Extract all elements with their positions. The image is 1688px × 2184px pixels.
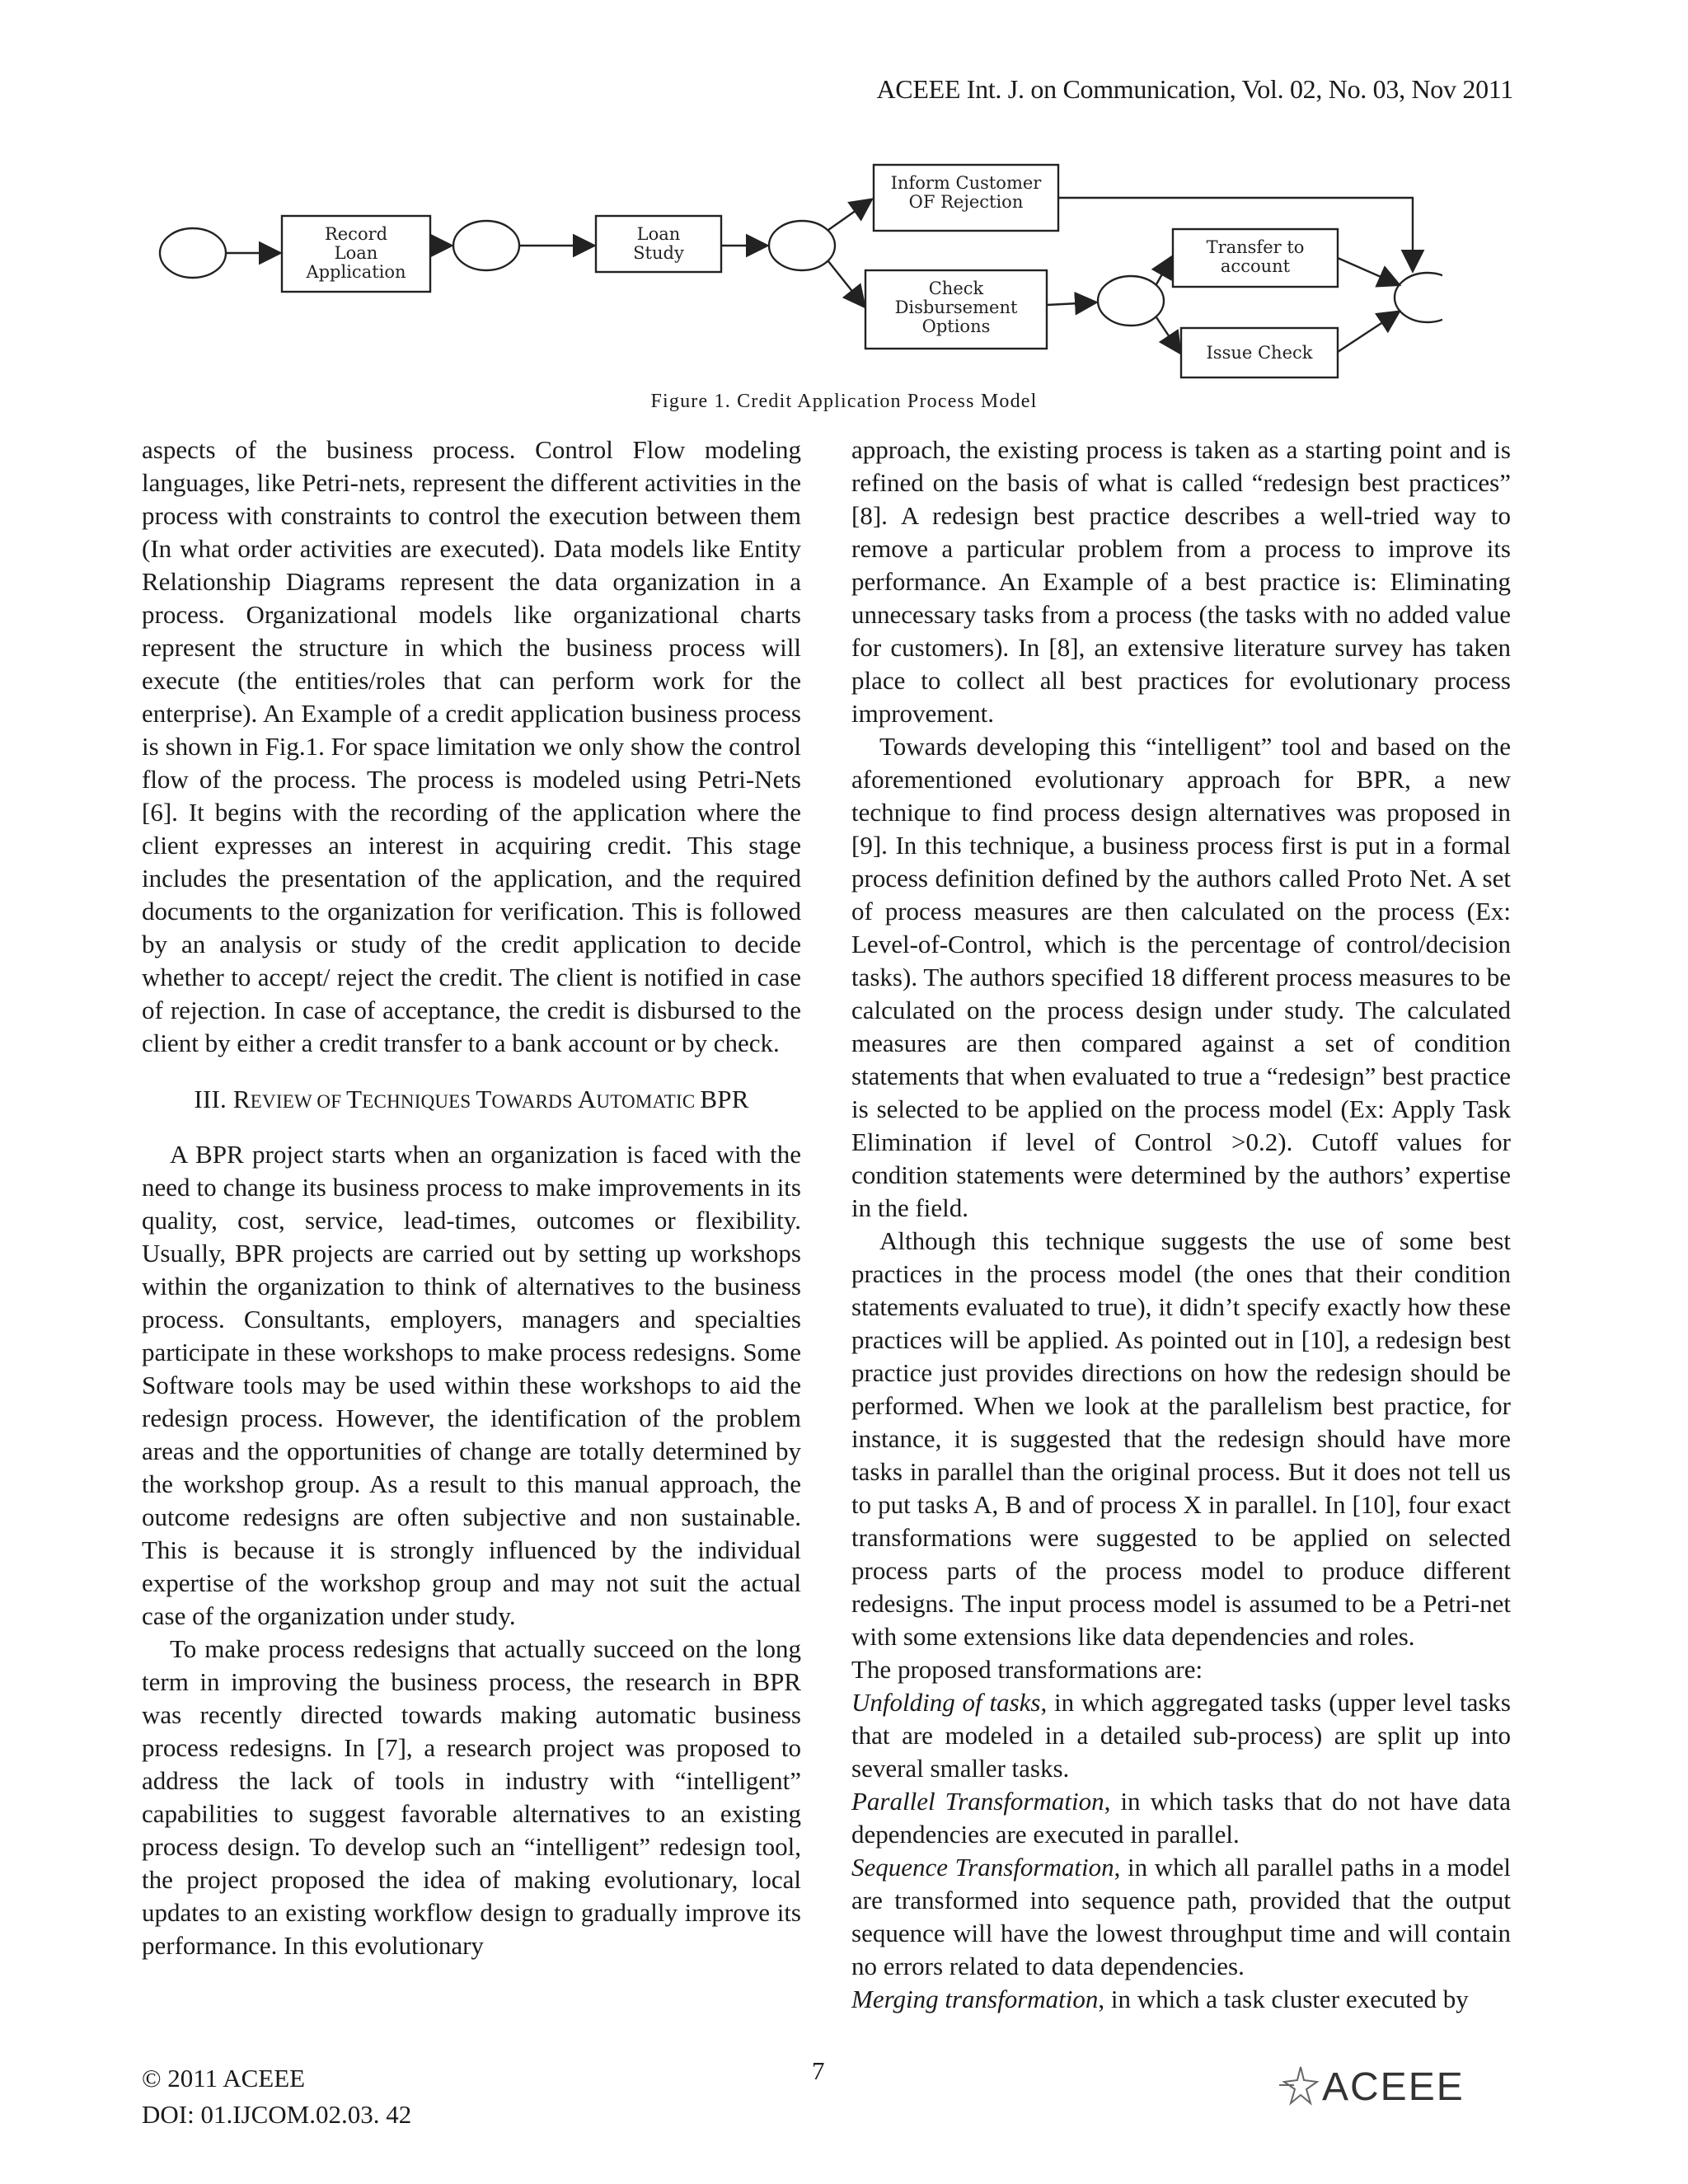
box-transfer-label-2: account (1220, 256, 1291, 276)
copyright: © 2011 ACEEE (142, 2064, 306, 2093)
aceee-logo (1276, 2060, 1515, 2110)
box-check-label-1: Check (928, 279, 984, 298)
transformation-title: Sequence Transformation (851, 1853, 1114, 1882)
box-study-label-2: Study (633, 243, 684, 263)
right-paragraph-4: The proposed transformations are: (851, 1655, 1203, 1684)
box-check-label-2: Disbursement (894, 298, 1018, 317)
star-icon (1279, 2067, 1317, 2103)
box-inform-label-1: Inform Customer (890, 173, 1042, 193)
transformation-sequence (851, 1851, 1511, 1983)
left-paragraph-2: A BPR project starts when an organization is faced with the need to change its business process to make improvements in its quality, cost, service, lead-times, outcomes or flexibility. Usually, BPR projects are carried out by setting up workshops within the organization to think of alternatives to the business process. Consultants, employers, managers and specialties participate in these workshops to make process redesigns. Some Software tools may be used within these workshops to aid the redesign process. However, the identification of the problem areas and the opportunities of change are totally determined by the workshop group. As a result to this manual approach, the outcome redesigns are often subjective and non sustainable. This is because it is strongly influenced by the individual expertise of the workshop group and may not suit the actual case of the organization under study. (142, 1140, 801, 1630)
left-column (142, 434, 801, 1962)
section-heading-part: A (577, 1085, 597, 1113)
box-transfer-label-1: Transfer to (1206, 237, 1305, 257)
box-record-label-3: Application (306, 262, 406, 282)
section-heading-part: UTOMATIC (596, 1091, 701, 1112)
section-heading-part: OWARDS (491, 1091, 578, 1112)
doi: DOI: 01.IJCOM.02.03. 42 (142, 2100, 412, 2129)
box-record-label-2: Loan (334, 243, 378, 263)
transformation-title: Merging transformation (851, 1985, 1099, 2013)
left-paragraph-3: To make process redesigns that actually succeed on the long term in improving the business process, the research in BPR was recently directed towards making automatic business process redesigns. In [7], a research project was proposed to address the lack of tools in industry with “intelligent” capabilities to suggest favorable alternatives to an existing process design. To develop such an “intelligent” redesign tool, the project proposed the idea of making evolutionary, local updates to an existing workflow design to gradually improve its performance. In this evolutionary (142, 1634, 801, 1960)
section-heading-part: III. R (194, 1085, 251, 1113)
right-paragraph-3: Although this technique suggests the use of some best practices in the process model (the ones that their condition statements evaluated to true), it didn’t specify exactly how these practices will be applied. As pointed out in [10], a redesign best practice just provides directions on how the redesign should be performed. When we look at the parallelism best practice, for instance, it is suggested that the redesign should have more tasks in parallel than the original process. But it does not tell us to put tasks A, B and of process X in parallel. In [10], four exact transformations were suggested to be applied on selected process parts of the process model to produce different redesigns. The input process model is assumed to be a Petri-net with some extensions like data dependencies and roles. (851, 1226, 1511, 1651)
left-paragraph-1: aspects of the business process. Control Flow modeling languages, like Petri-nets, represent the different activities in the process with constraints to control the execution between them (In what order activities are executed). Data models like Entity Relationship Diagrams represent the data organization in a process. Organizational models like organizational charts represent the structure in which the business process will execute (the entities/roles that can perform work for the enterprise). An Example of a credit application business process is shown in Fig.1. For space limitation we only show the control flow of the process. The process is modeled using Petri-Nets [6]. It begins with the recording of the application where the client expresses an interest in acquiring credit. This stage includes the presentation of the application, and the required documents to the organization for verification. This is followed by an analysis or study of the credit application to decide whether to accept/ reject the credit. The client is notified in case of rejection. In case of acceptance, the credit is disbursed to the client by either a credit transfer to a bank account or by check. (142, 435, 801, 1057)
right-column (851, 434, 1511, 2016)
box-check-label-3: Options (921, 316, 991, 336)
place-end (1395, 273, 1442, 322)
transformation-text: , in which tasks that do not have data dependencies are executed in parallel. (851, 1787, 1512, 1849)
section-heading-part: EVIEW OF (250, 1091, 347, 1112)
transformation-text: , in which a task cluster executed by (1098, 1985, 1469, 2013)
transformation-merging (851, 1983, 1511, 2016)
box-issue-label: Issue Check (1206, 343, 1313, 363)
transformation-text: , in which all parallel paths in a model are transformed into sequence path, provided that the output sequence will have the lowest throughput time and will contain no errors related to data dependencies. (851, 1853, 1511, 1980)
transformation-title: Unfolding of tasks (851, 1688, 1041, 1717)
section-heading (142, 1083, 801, 1118)
figure-caption: Figure 1. Credit Application Process Model (650, 391, 1038, 412)
transformation-text: , in which aggregated tasks (upper level tasks that are modeled in a detailed sub-process) are split up into several smaller tasks. (851, 1688, 1511, 1783)
section-heading-part: T (476, 1085, 492, 1113)
transformation-parallel (851, 1785, 1511, 1851)
section-heading-part: ECHNIQUES (362, 1091, 476, 1112)
footer-info (142, 2060, 411, 2133)
place-start (160, 228, 226, 278)
logo-text: ACEEE (1322, 2065, 1465, 2109)
section-heading-part: BPR (700, 1085, 749, 1113)
transformation-unfolding (851, 1686, 1511, 1785)
place-4 (1098, 276, 1164, 326)
transformation-title: Parallel Transformation (851, 1787, 1104, 1816)
right-paragraph-2: Towards developing this “intelligent” tool and based on the aforementioned evolutionary approach for BPR, a new technique to find process design alternatives was proposed in [9]. In this technique, a business process first is put in a formal process definition defined by the authors called Proto Net. A set of process measures are then calculated on the process (Ex: Level-of-Control, which is the percentage of control/decision tasks). The authors specified 18 different process measures to be calculated on the process design under study. The calculated measures are then compared against a set of condition statements that when evaluated to true a “redesign” best practice is selected to be applied on the process model (Ex: Apply Task Elimination if level of Control >0.2). Cutoff values for condition statements were determined by the authors’ expertise in the field. (851, 732, 1511, 1222)
place-3 (769, 221, 835, 270)
petri-net-diagram (157, 161, 1442, 391)
section-heading-part: T (346, 1085, 363, 1113)
page-number: 7 (812, 2056, 825, 2085)
right-paragraph-1: approach, the existing process is taken as a starting point and is refined on the basis of what is called “redesign best practices” [8]. A redesign best practice describes a well-tried way to remove a particular problem from a process to improve its performance. An Example of a best practice is: Eliminating unnecessary tasks from a process (the tasks with no added value for customers). In [8], an extensive literature survey has taken place to collect all best practices for evolutionary process improvement. (851, 435, 1511, 728)
box-inform-label-2: OF Rejection (908, 192, 1024, 212)
process-model-figure (157, 161, 1442, 391)
box-study-label-1: Loan (636, 224, 681, 244)
box-record-label-1: Record (324, 224, 388, 244)
journal-header: ACEEE Int. J. on Communication, Vol. 02, No. 03, Nov 2011 (876, 74, 1513, 104)
place-2 (453, 221, 519, 270)
